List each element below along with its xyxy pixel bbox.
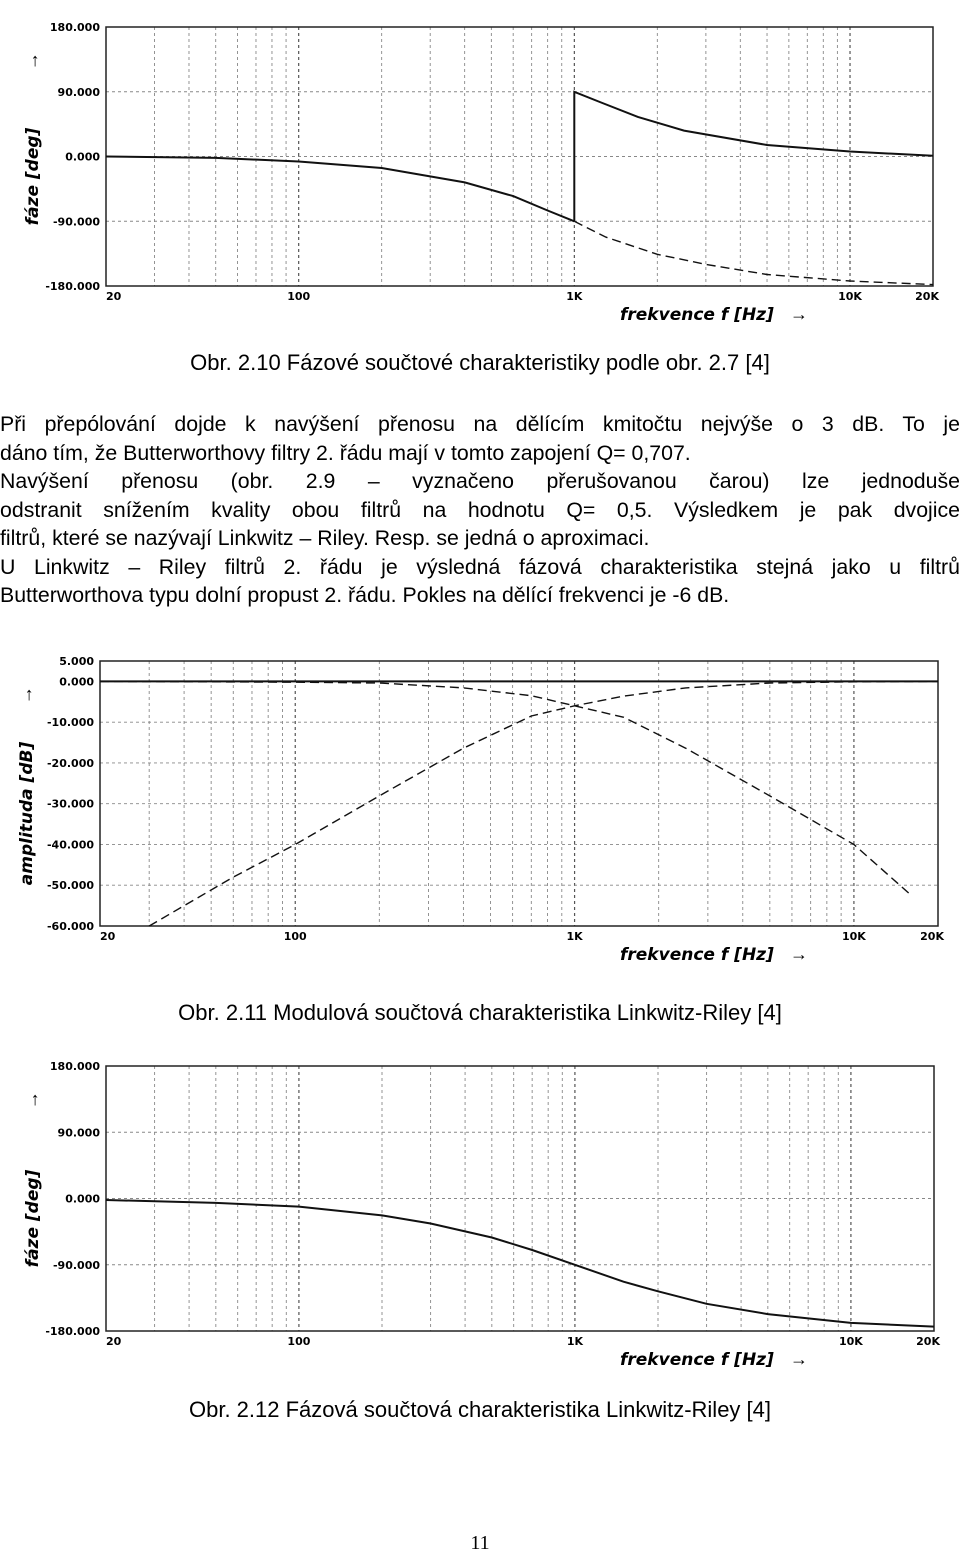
y-tick-label: -180.000 [45,280,100,293]
x-axis-title: frekvence f [Hz] [620,305,774,325]
x-tick-label: 1K [566,290,583,303]
plot-area [100,661,938,926]
x-tick-label: 1K [566,930,583,943]
y-tick-label: -90.000 [52,1258,100,1272]
x-axis-arrow-icon: → [790,1349,808,1369]
y-tick-label: -40.000 [46,838,94,852]
x-axis-title: frekvence f [Hz] [620,1350,774,1370]
y-axis-title: fáze [deg] [23,127,43,226]
figure-2-11 [0,645,960,975]
y-tick-label: 0.000 [65,150,100,164]
figure-2-10 [0,0,960,330]
paragraph-line: Při přepólování dojde k navýšení přenosu na dělícím kmitočtu nejvýše o 3 dB. To je [0,412,960,436]
paragraph-line: Butterworthova typu dolní propust 2. řádu. Pokles na dělící frekvenci je -6 dB. [0,583,730,607]
y-axis-title: amplituda [dB] [17,741,37,886]
figure-caption: Obr. 2.10 Fázové součtové charakteristiky podle obr. 2.7 [4] [190,350,770,375]
y-tick-label: 5.000 [59,655,94,668]
y-tick-label: 90.000 [57,85,100,99]
y-tick-label: -20.000 [46,756,94,770]
x-tick-label: 20K [920,930,944,943]
x-tick-label: 10K [838,1335,863,1348]
page-number: 11 [470,1532,490,1554]
y-axis-arrow-icon: → [22,1091,42,1109]
y-tick-label: 180.000 [49,1060,100,1073]
x-tick-label: 1K [566,1335,584,1348]
figure-caption: Obr. 2.12 Fázová součtová charakteristika Linkwitz-Riley [4] [188,1397,772,1422]
y-tick-label: -30.000 [46,797,94,811]
y-tick-label: -60.000 [46,920,94,933]
paragraph-line: Navýšení přenosu (obr. 2.9 – vyznačeno přerušovanou čarou) lze jednoduše [0,469,960,493]
y-tick-label: 0.000 [65,1192,100,1206]
y-tick-label: -90.000 [52,215,100,229]
y-axis-arrow-icon: → [22,52,42,70]
y-tick-label: 180.000 [49,21,100,34]
x-tick-label: 10K [841,930,866,943]
x-tick-label: 20 [106,1335,122,1348]
y-axis-label [22,52,43,225]
y-tick-label: -10.000 [46,716,94,730]
y-tick-label: -50.000 [46,879,94,893]
figure-2-12 [0,1050,960,1380]
x-axis-arrow-icon: → [790,944,808,964]
x-tick-label: 20K [915,290,939,303]
phase-chart-linkwitz-riley [0,1050,960,1380]
amplitude-chart-linkwitz-riley [0,645,960,975]
phase-chart-butterworth [0,0,960,330]
y-tick-label: 90.000 [57,1126,100,1140]
x-tick-label: 20K [916,1335,940,1348]
x-tick-label: 20 [100,930,116,943]
y-tick-label: 0.000 [59,675,94,689]
x-axis-title: frekvence f [Hz] [620,945,774,965]
y-axis-arrow-icon: → [16,686,36,704]
x-tick-label: 100 [287,1335,311,1348]
paragraph-line: filtrů, které se nazývají Linkwitz – Riley. Resp. se jedná o aproximaci. [0,526,650,550]
x-axis-arrow-icon: → [790,304,808,324]
paragraph-line: odstranit snížením kvality obou filtrů na hodnotu Q= 0,5. Výsledkem je pak dvojice [0,497,960,522]
x-tick-label: 100 [283,930,307,943]
y-axis-label [22,1091,43,1267]
paragraph-line: dáno tím, že Butterworthovy filtry 2. řádu mají v tomto zapojení Q= 0,707. [0,440,691,465]
body-paragraph [0,410,960,610]
y-axis-label [16,686,37,885]
x-tick-label: 20 [106,290,122,303]
x-tick-label: 10K [838,290,862,303]
figure-caption: Obr. 2.11 Modulová součtová charakteristika Linkwitz-Riley [4] [178,1000,782,1025]
x-tick-label: 100 [287,290,311,303]
paragraph-line: U Linkwitz – Riley filtrů 2. řádu je výsledná fázová charakteristika stejná jako u filtrů [0,554,960,579]
y-axis-title: fáze [deg] [23,1169,43,1268]
y-tick-label: -180.000 [45,1325,100,1338]
